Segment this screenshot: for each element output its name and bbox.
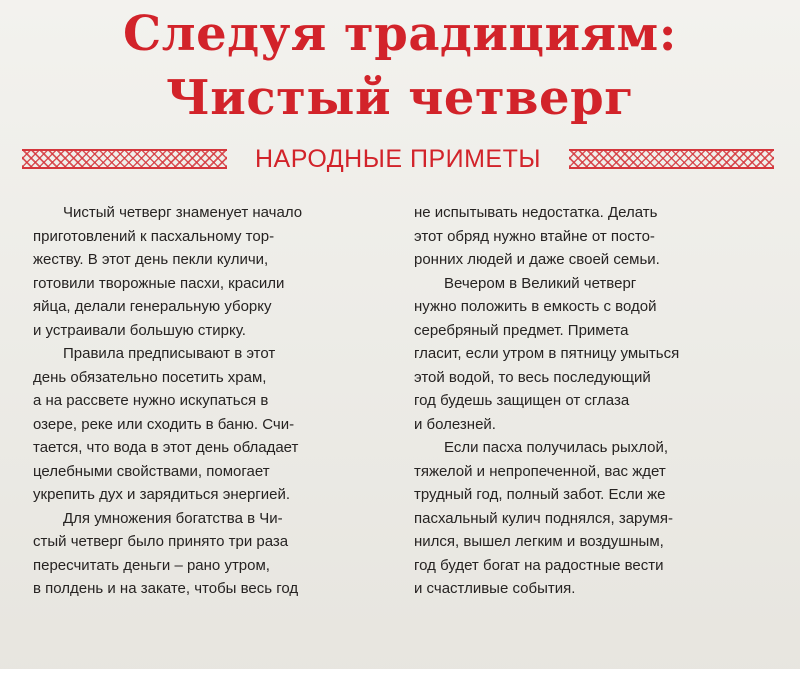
text-line: гласит, если утром в пятницу умыться [414, 345, 680, 362]
text-line: ронних людей и даже своей семьи. [414, 251, 660, 268]
text-line: день обязательно посетить храм, [33, 368, 267, 386]
text-line: пересчитать деньги – рано утром, [33, 556, 270, 574]
section-heading [22, 142, 774, 176]
text-line: готовили творожные пасхи, красили [33, 274, 285, 292]
text-line: приготовлений к пасхальному тор- [33, 227, 275, 245]
text-line: Для умножения богатства в Чи- [63, 509, 283, 527]
text-line: озере, реке или сходить в баню. Счи- [33, 415, 295, 433]
text-line: этот обряд нужно втайне от посто- [414, 227, 655, 245]
text-line: Чистый четверг знаменует начало [63, 204, 303, 221]
text-line: стый четверг было принято три раза [33, 533, 289, 550]
article-column-right [414, 201, 770, 601]
text-line: и счастливые события. [414, 580, 576, 597]
text-line: и болезней. [414, 415, 496, 433]
ornament-border-left [22, 149, 227, 169]
text-line: год будет богат на радостные вести [414, 556, 664, 574]
article-title-line-2: Чистый четверг [165, 70, 635, 126]
text-line: целебными свойствами, помогает [33, 462, 270, 480]
text-line: серебряный предмет. Примета [414, 321, 629, 339]
text-line: год будешь защищен от сглаза [414, 392, 630, 409]
text-line: укрепить дух и зарядиться энергией. [33, 486, 291, 503]
text-line: а на рассвете нужно искупаться в [33, 392, 269, 409]
text-line: нился, вышел легким и воздушным, [414, 533, 664, 550]
section-subtitle: НАРОДНЫЕ ПРИМЕТЫ [254, 145, 541, 173]
text-line: Правила предписывают в этот [63, 345, 276, 362]
ornament-border-right [569, 149, 774, 169]
text-line: Если пасха получилась рыхлой, [444, 439, 669, 456]
text-line: трудный год, полный забот. Если же [414, 486, 666, 503]
text-line: этой водой, то весь последующий [414, 368, 651, 386]
text-line: нужно положить в емкость с водой [414, 298, 657, 315]
text-line: не испытывать недостатка. Делать [414, 204, 658, 221]
text-line: тается, что вода в этот день обладает [33, 439, 299, 456]
article-title-line-1: Следуя традициям: [123, 6, 677, 62]
text-line: в полдень и на закате, чтобы весь год [33, 580, 299, 597]
text-line: пасхальный кулич поднялся, зарумя- [414, 509, 673, 527]
text-line: Вечером в Великий четверг [444, 274, 637, 292]
text-line: и устраивали большую стирку. [33, 321, 246, 339]
text-line: яйца, делали генеральную уборку [33, 298, 272, 315]
text-line: жеству. В этот день пекли куличи, [33, 251, 269, 268]
article-column-left [33, 201, 393, 601]
text-line: тяжелой и непропеченной, вас ждет [414, 462, 666, 480]
